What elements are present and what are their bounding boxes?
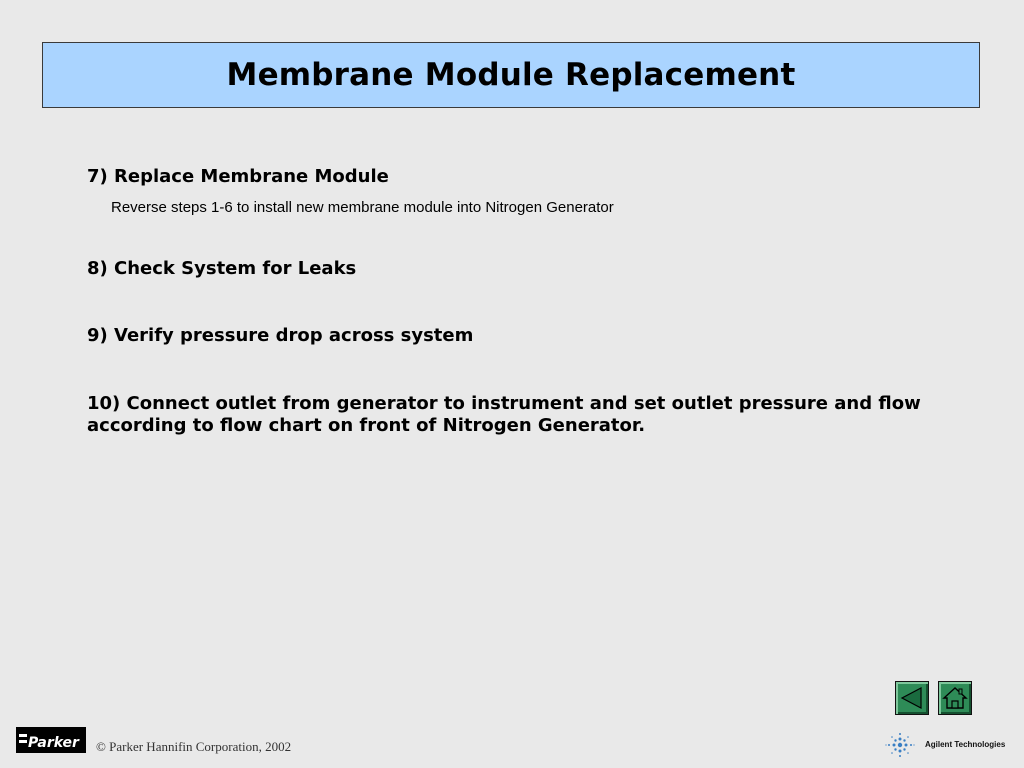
agilent-logo-text: Agilent Technologies <box>925 740 1006 749</box>
step-8-heading: 8) Check System for Leaks <box>87 258 357 279</box>
step-7-detail: Reverse steps 1-6 to install new membrane module into Nitrogen Generator <box>111 199 614 216</box>
parker-logo-text: Parker <box>28 735 79 751</box>
step-9-heading: 9) Verify pressure drop across system <box>87 325 474 346</box>
copyright-text: © Parker Hannifin Corporation, 2002 <box>96 739 292 754</box>
back-button[interactable] <box>895 681 929 715</box>
home-button[interactable] <box>938 681 972 715</box>
agilent-spark-icon <box>884 730 916 760</box>
step-10-heading: 10) Connect outlet from generator to instrument and set outlet pressure and flow according to flow chart on front of Nitrogen Generator. <box>87 393 921 436</box>
back-arrow-icon <box>896 682 928 714</box>
slide-title: Membrane Module Replacement <box>226 57 796 93</box>
step-7-heading: 7) Replace Membrane Module <box>87 166 389 187</box>
home-icon <box>939 682 971 714</box>
title-banner <box>42 42 980 108</box>
parker-logo <box>16 727 86 753</box>
